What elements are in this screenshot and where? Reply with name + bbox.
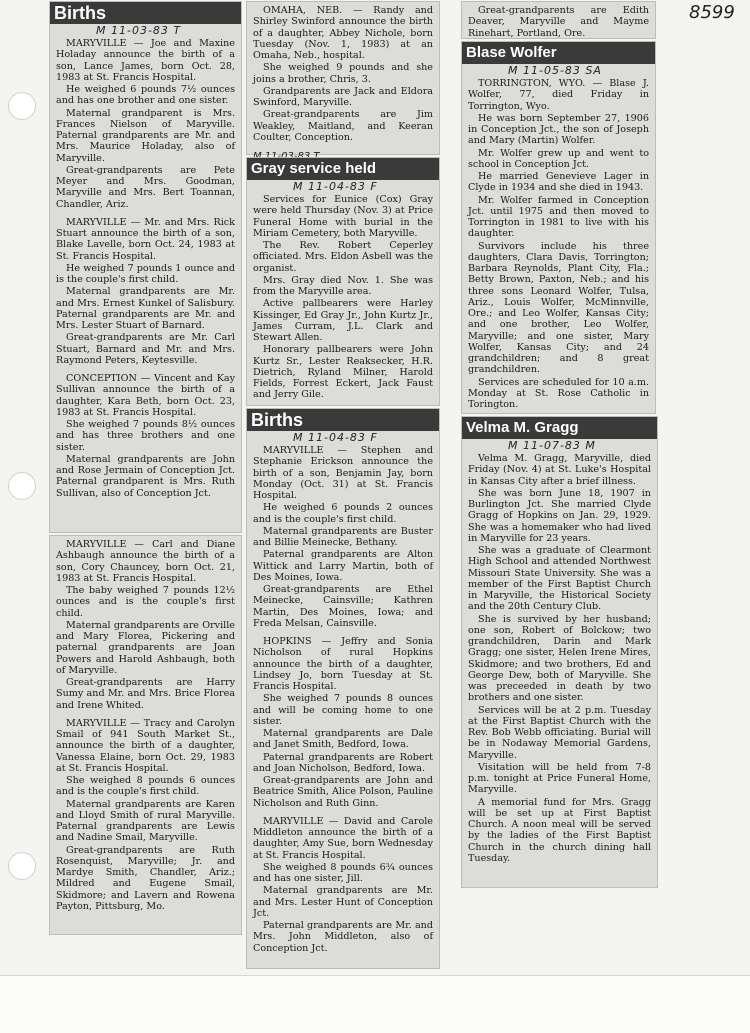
paragraph: Visitation will be held from 7-8 p.m. tonight at Price Funeral Home, Maryville. xyxy=(468,761,651,796)
paragraph: She was a graduate of Clearmont High School and attended Northwest Missouri State University. She was a member of the First Baptist Church in Maryville, the Historical Society and the 20th Century Club. xyxy=(468,545,651,613)
paragraph: Maternal grandparents are Mr. and Mrs. Ernest Kunkel of Salisbury. Paternal grandparents are Mr. and Mrs. Lester Stuart of Barnard. xyxy=(56,286,235,331)
paragraph: She weighed 7 pounds 8 ounces and will be coming home to one sister. xyxy=(253,693,433,727)
paragraph: She was born June 18, 1907 in Burlington Jct. She married Clyde Gragg of Hopkins on Jan. 29, 1929. She was a homemaker who had lived in Maryville for 23 years. xyxy=(468,487,651,544)
paragraph: He married Genevieve Lager in Clyde in 1934 and she died in 1943. xyxy=(468,171,649,194)
omaha-birth-clipping xyxy=(246,1,440,155)
paragraph: She weighed 7 pounds 8½ ounces and has three brothers and one sister. xyxy=(56,419,235,453)
births-clipping-2 xyxy=(49,535,242,935)
paragraph: Maternal grandparent is Mrs. Frances Nielson of Maryville. Paternal grandparents are Mr. and Mrs. Maurice Holaday, also of Maryville. xyxy=(56,107,235,164)
paragraph: He weighed 6 pounds 2 ounces and is the couple's first child. xyxy=(253,502,433,525)
paragraph: Great-grandparents are Ruth Rosenquist, Maryville; Jr. and Mardye Smith, Chandler, Ariz.; Mildred and Eugene Smail, Skidmore; and Lavern and Rowena Payton, Pittsburg, Mo. xyxy=(56,844,235,912)
binder-hole xyxy=(8,92,36,120)
paragraph: Great-grandparents are Jim Weakley, Maitland, and Keeran Coulter, Conception. xyxy=(253,109,433,143)
paragraph: MARYVILLE — Mr. and Mrs. Rick Stuart announce the birth of a son, Blake Lavelle, born Oct. 24, 1983 at St. Francis Hospital. xyxy=(56,216,235,262)
paragraph: Paternal grandparents are Alton Wittick and Larry Martin, both of Des Moines, Iowa. xyxy=(253,549,433,583)
paragraph: She weighed 9 pounds and she joins a brother, Chris, 3. xyxy=(253,62,433,85)
paragraph: Mr. Wolfer grew up and went to school in Conception Jct. xyxy=(468,147,649,170)
blase-wolfer-obituary xyxy=(461,41,656,414)
paragraph: MARYVILLE — Tracy and Carolyn Smail of 941 South Market St., announce the birth of a daughter, Vanessa Elaine, born Oct. 29, 1983 at St. Francis Hospital. xyxy=(56,717,235,774)
paragraph: Great-grandparents are Pete Meyer and Mrs. Goodman, Maryville and Mrs. Bert Toannan, Chandler, Ariz. xyxy=(56,164,235,210)
page-number: 8599 xyxy=(689,2,735,23)
paragraph: Mr. Wolfer farmed in Conception Jct. until 1975 and then moved to Torrington in 1981 to live with his daughter. xyxy=(468,194,649,240)
paragraph: CONCEPTION — Vincent and Kay Sullivan announce the birth of a daughter, Kara Beth, born Oct. 23, 1983 at St. Francis Hospital. xyxy=(56,373,235,418)
handwritten-date-note: M 11-07-83 M xyxy=(508,439,596,452)
paragraph: Paternal grandparents are Mr. and Mrs. John Middleton, also of Conception Jct. xyxy=(253,920,433,954)
binder-hole xyxy=(8,472,36,500)
paragraph: She weighed 8 pounds 6 ounces and is the couple's first child. xyxy=(56,775,235,798)
wolfer-heading: Blase Wolfer xyxy=(462,42,655,64)
paragraph: Survivors include his three daughters, Clara Davis, Torrington; Barbara Reynolds, Plant City, Fla.; Betty Brown, Paxton, Neb.; and his three sons Leonard Wolfer, Tulsa, Ariz., Louis Wolfer, McMinnville, Ore.; and Leo Wolfer, Kansas City; and one brother, Leo Wolfer, Maryville; and one sister, Mary Wolfer, Kansas City; and 24 grandchildren; and 8 great grandchildren. xyxy=(468,240,649,376)
paragraph: MARYVILLE — David and Carole Middleton announce the birth of a daughter, Amy Sue, born Wednesday at St. Francis Hospital. xyxy=(253,815,433,861)
paragraph: Maternal grandparents are Mr. and Mrs. Lester Hunt of Conception Jct. xyxy=(253,885,433,919)
paragraph: Great-grandparents are Mr. Carl Stuart, Barnard and Mr. and Mrs. Raymond Peters, Keytesville. xyxy=(56,332,235,366)
paragraph: He weighed 7 pounds 1 ounce and is the couple's first child. xyxy=(56,262,235,285)
paragraph: Great-grandparents are John and Beatrice Smith, Alice Polson, Pauline Nicholson and Ruth Ginn. xyxy=(253,775,433,809)
paragraph: Mrs. Gray died Nov. 1. She was from the Maryville area. xyxy=(253,274,433,297)
paragraph: Maternal grandparents are Buster and Billie Meinecke, Bethany. xyxy=(253,525,433,548)
paragraph: OMAHA, NEB. — Randy and Shirley Swinford announce the birth of a daughter, Abbey Nichole, born Tuesday (Nov. 1, 1983) at an Omaha, Neb., hospital. xyxy=(253,5,433,61)
births-clipping-1 xyxy=(49,1,242,533)
paragraph: Services are scheduled for 10 a.m. Monday at St. Rose Catholic in Torington. xyxy=(468,376,649,410)
handwritten-date-note: M 11-04-83 F xyxy=(293,431,378,444)
paragraph: Velma M. Gragg, Maryville, died Friday (Nov. 4) at St. Luke's Hospital in Kansas City after a brief illness. xyxy=(468,453,651,487)
paragraph: Maternal grandparents are Orville and Mary Florea, Pickering and paternal grandparents are Joan Powers and Harold Ashbaugh, both of Maryville. xyxy=(56,619,235,676)
gragg-heading: Velma M. Gragg xyxy=(462,417,657,439)
paragraph: The Rev. Robert Ceperley officiated. Mrs. Eldon Asbell was the organist. xyxy=(253,240,433,274)
gray-service-clipping xyxy=(246,157,440,406)
paragraph: He weighed 6 pounds 7½ ounces and has one brother and one sister. xyxy=(56,84,235,107)
paragraph: She is survived by her husband; one son, Robert of Bolckow; two grandchildren, Darin and Mark Gragg; one sister, Helen Irene Mires, Skidmore; and two brothers, Ed and George Dew, both of Maryville. She was preceeded in death by two brothers and one sister. xyxy=(468,613,651,704)
paragraph: Active pallbearers were Harley Kissinger, Ed Gray Jr., John Kurtz Jr., James Curram, J.L. Clark and Stewart Allen. xyxy=(253,298,433,343)
great-grandparents-clipping xyxy=(461,1,656,39)
paragraph: A memorial fund for Mrs. Gragg will be set up at First Baptist Church. A noon meal will be served by the ladies of the First Baptist Church in the church dining hall Tuesday. xyxy=(468,796,651,864)
handwritten-date-note: M 11-05-83 SA xyxy=(508,64,602,77)
gray-service-heading: Gray service held xyxy=(247,158,439,180)
paragraph: MARYVILLE — Joe and Maxine Holaday announce the birth of a son, Lance James, born Oct. 28, 1983 at St. Francis Hospital. xyxy=(56,38,235,83)
paragraph: Grandparents are Jack and Eldora Swinford, Maryville. xyxy=(253,85,433,108)
paragraph: The baby weighed 7 pounds 12½ ounces and is the couple's first child. xyxy=(56,585,235,619)
paragraph: HOPKINS — Jeffry and Sonia Nicholson of rural Hopkins announce the birth of a daughter, Lindsey Jo, born Tuesday at St. Francis Hospital. xyxy=(253,636,433,692)
paragraph: MARYVILLE — Carl and Diane Ashbaugh announce the birth of a son, Cory Chauncey, born Oct. 21, 1983 at St. Francis Hospital. xyxy=(56,539,235,584)
paragraph: MARYVILLE — Stephen and Stephanie Erickson announce the birth of a son, Benjamin Jay, born Monday (Oct. 31) at St. Francis Hospital. xyxy=(253,445,433,501)
births-heading: Births xyxy=(247,409,439,431)
births-heading: Births xyxy=(50,2,241,24)
paragraph: Maternal grandparents are John and Rose Jermain of Conception Jct. Paternal grandparent is Mrs. Ruth Sullivan, also of Conception Jct. xyxy=(56,453,235,499)
paragraph: Services will be at 2 p.m. Tuesday at the First Baptist Church with the Rev. Bob Webb officiating. Burial will be in Nodaway Memorial Gardens, Maryville. xyxy=(468,704,651,761)
paragraph: Great-grandparents are Edith Deaver, Maryville and Mayme Rinehart, Portland, Ore. xyxy=(468,5,649,39)
binder-hole xyxy=(8,852,36,880)
paragraph: He was born September 27, 1906 in Conception Jct., the son of Joseph and Mary (Martin) Wolfer. xyxy=(468,112,649,147)
handwritten-date-note: M 11-03-83 T xyxy=(96,24,182,37)
paragraph: Great-grandparents are Ethel Meinecke, Cainsville; Kathren Martin, Des Moines, Iowa; and Freda Melsan, Cainsville. xyxy=(253,584,433,629)
paragraph: Great-grandparents are Harry Sumy and Mr. and Mrs. Brice Florea and Irene Whited. xyxy=(56,677,235,711)
handwritten-date-note: M 11-04-83 F xyxy=(293,180,378,193)
paragraph: Maternal grandparents are Karen and Lloyd Smith of rural Maryville. Paternal grandparents are Lewis and Nadine Smail, Maryville. xyxy=(56,798,235,844)
paragraph: Honorary pallbearers were John Kurtz Sr., Lester Reaksecker, H.R. Dietrich, Ryland Milner, Harold Fields, Forrest Eckert, Jack Faust and Jerry Gile. xyxy=(253,344,433,401)
paragraph: TORRINGTON, WYO. — Blase J. Wolfer, 77, died Friday in Torrington, Wyo. xyxy=(468,78,649,112)
births-clipping-3 xyxy=(246,408,440,969)
velma-gragg-obituary xyxy=(461,416,658,888)
paragraph: Maternal grandparents are Dale and Janet Smith, Bedford, Iowa. xyxy=(253,728,433,751)
paragraph: Paternal grandparents are Robert and Joan Nicholson, Bedford, Iowa. xyxy=(253,751,433,774)
paragraph: She weighed 8 pounds 6¾ ounces and has one sister, Jill. xyxy=(253,861,433,884)
paragraph: Services for Eunice (Cox) Gray were held Thursday (Nov. 3) at Price Funeral Home with burial in the Miriam Cemetery, both Maryville. xyxy=(253,194,433,239)
